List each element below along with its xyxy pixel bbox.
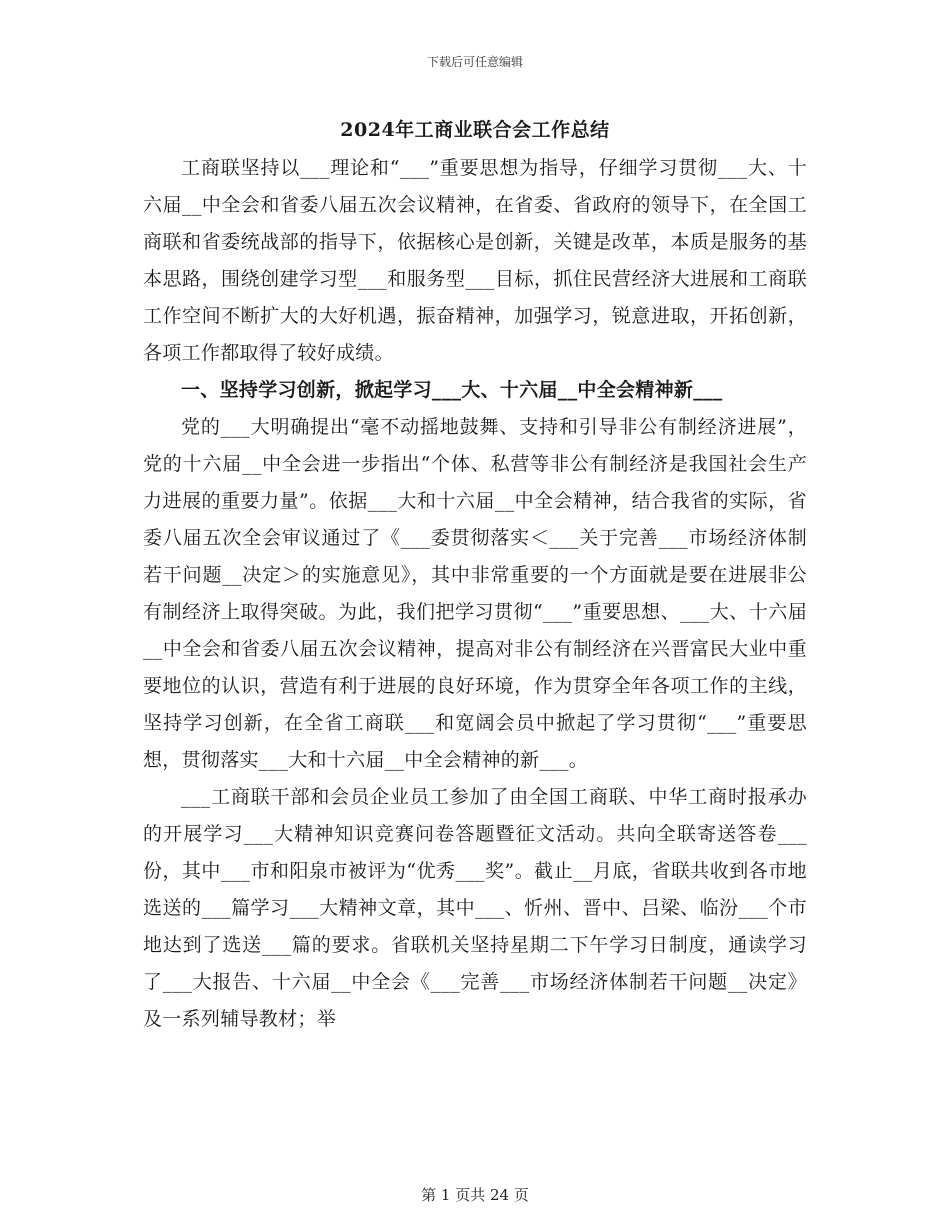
header-note: 下载后可任意编辑 [426, 55, 523, 69]
document-title: 2024年工商业联合会工作总结 [340, 119, 610, 141]
page-footer: 第 1 页共 24 页 [421, 1186, 529, 1204]
document-body [143, 150, 807, 1038]
intro-paragraph: 工商联坚持以___理论和“___”重要思想为指导，仔细学习贯彻___大、十六届__中全会和省委八届五次会议精神，在省委、省政府的领导下，在全国工商联和省委统战部的指导下，依据核心是创新，关键是改革，本质是服务的基本思路，围绕创建学习型___和服务型___目标，抓住民营经济大进展和工商联工作空间不断扩大的大好机遇，振奋精神，加强学习，锐意进取，开拓创新，各项工作都取得了较好成绩。 [143, 157, 807, 364]
section-paragraph: 党的___大明确提出“毫不动摇地鼓舞、支持和引导非公有制经济进展”，党的十六届__中全会进一步指出“个体、私营等非公有制经济是我国社会生产力进展的重要力量”。依据___大和十六届__中全会精神，结合我省的实际，省委八届五次全会审议通过了《___委贯彻落实＜___关于完善___市场经济体制若干问题__决定＞的实施意见》，其中非常重要的一个方面就是要在进展非公有制经济上取得突破。为此，我们把学习贯彻“___”重要思想、___大、十六届__中全会和省委八届五次会议精神，提高对非公有制经济在兴晋富民大业中重要地位的认识，营造有利于进展的良好环境，作为贯穿全年各项工作的主线，坚持学习创新，在全省工商联___和宽阔会员中掀起了学习贯彻“___”重要思想，贯彻落实___大和十六届__中全会精神的新___。 [143, 416, 807, 771]
section-paragraph: ___工商联干部和会员企业员工参加了由全国工商联、中华工商时报承办的开展学习___大精神知识竞赛问卷答题暨征文活动。共向全联寄送答卷___份，其中___市和阳泉市被评为“优秀___奖”。截止__月底，省联共收到各市地选送的___篇学习___大精神文章，其中___、忻州、晋中、吕梁、临汾___个市地达到了选送___篇的要求。省联机关坚持星期二下午学习日制度，通读学习了___大报告、十六届__中全会《___完善___市场经济体制若干问题__决定》及一系列辅导教材；举 [143, 786, 807, 1030]
section-heading: 一、坚持学习创新，掀起学习___大、十六届__中全会精神新___ [181, 379, 723, 401]
